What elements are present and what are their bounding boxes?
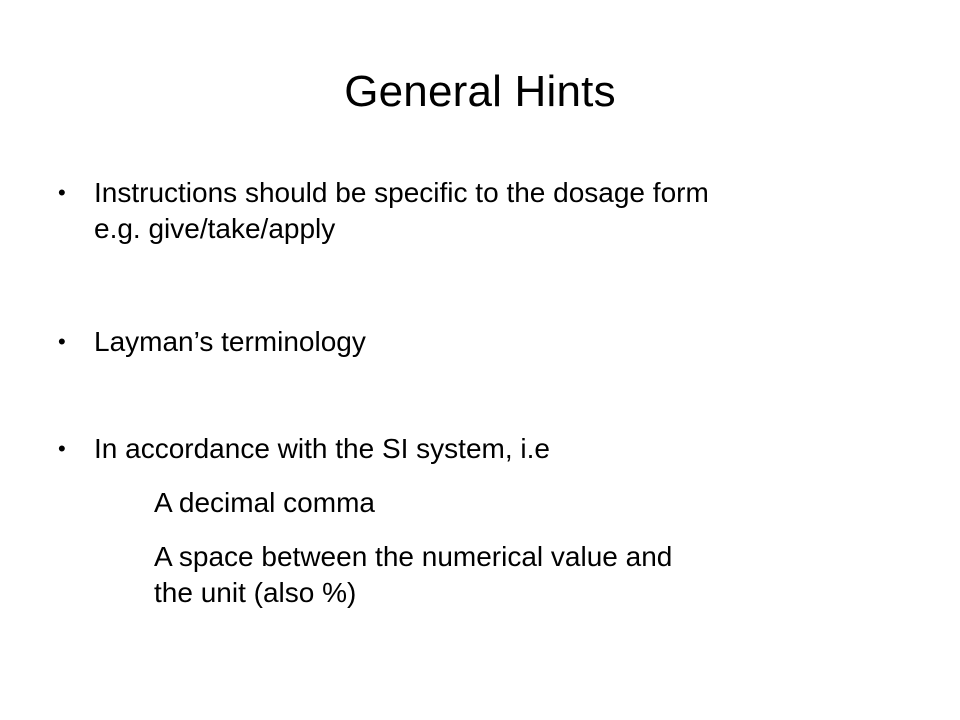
slide-title: General Hints (344, 67, 616, 116)
bullet-line: In accordance with the SI system, i.e (94, 433, 550, 464)
bullet-line: Layman’s terminology (94, 326, 366, 357)
sub-item-decimal-comma (154, 485, 854, 521)
bullet-icon: • (58, 329, 66, 354)
sub-item-line: A decimal comma (154, 487, 375, 518)
bullet-line: e.g. give/take/apply (94, 213, 336, 244)
bullet-text (94, 431, 918, 467)
bullet-line: Instructions should be specific to the dosage form (94, 177, 709, 208)
sub-item-line: A space between the numerical value and (154, 541, 673, 572)
bullet-icon: • (58, 180, 66, 205)
sub-item-line: the unit (also %) (154, 577, 357, 608)
sub-item-space-unit (154, 539, 854, 611)
bullet-text (94, 324, 918, 360)
bullet-icon: • (58, 436, 66, 461)
bullet-text (94, 175, 918, 247)
